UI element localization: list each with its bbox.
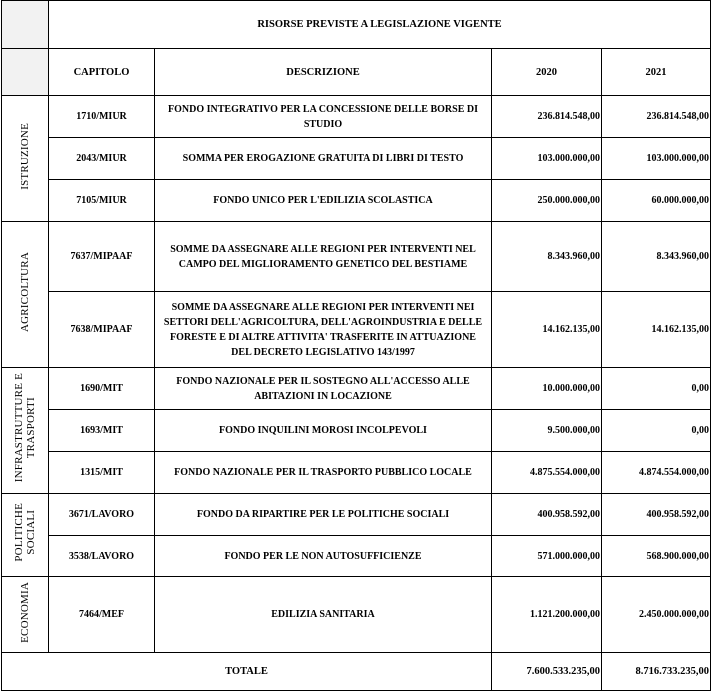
table-row	[2, 138, 711, 180]
value-2021-cell: 568.900.000,00	[602, 536, 711, 577]
descrizione-cell: FONDO DA RIPARTIRE PER LE POLITICHE SOCIALI	[155, 494, 492, 536]
table-row	[2, 452, 711, 494]
value-2020-cell: 250.000.000,00	[492, 180, 602, 222]
col-header-2021: 2021	[602, 49, 711, 96]
capitolo-cell: 7638/MIPAAF	[49, 292, 155, 368]
table-row	[2, 577, 711, 653]
capitolo-cell: 1315/MIT	[49, 452, 155, 494]
capitolo-cell: 1693/MIT	[49, 410, 155, 452]
value-2020-cell: 10.000.000,00	[492, 368, 602, 410]
col-header-descrizione: DESCRIZIONE	[155, 49, 492, 96]
sector-label-infrastrutture: INFRASTRUTTURE E TRASPORTI	[2, 368, 49, 494]
resources-table	[1, 0, 711, 691]
descrizione-cell: FONDO NAZIONALE PER IL TRASPORTO PUBBLICO LOCALE	[155, 452, 492, 494]
descrizione-cell: FONDO NAZIONALE PER IL SOSTEGNO ALL'ACCESSO ALLE ABITAZIONI IN LOCAZIONE	[155, 368, 492, 410]
value-2020-cell: 103.000.000,00	[492, 138, 602, 180]
descrizione-cell: SOMME DA ASSEGNARE ALLE REGIONI PER INTERVENTI NEI SETTORI DELL'AGRICOLTURA, DELL'AGROINDUSTRIA E DELLE FORESTE E DI ALTRE ATTIVITA' TRASFERITE IN ATTUAZIONE DEL DECRETO LEGISLATIVO 143/1997	[155, 292, 492, 368]
table-row	[2, 368, 711, 410]
col-header-capitolo: CAPITOLO	[49, 49, 155, 96]
value-2021-cell: 2.450.000.000,00	[602, 577, 711, 653]
value-2021-cell: 103.000.000,00	[602, 138, 711, 180]
total-2021: 8.716.733.235,00	[602, 653, 711, 691]
table-row	[2, 536, 711, 577]
sector-label-istruzione: ISTRUZIONE	[2, 96, 49, 222]
value-2021-cell: 8.343.960,00	[602, 222, 711, 292]
value-2020-cell: 4.875.554.000,00	[492, 452, 602, 494]
corner-cell-2	[2, 49, 49, 96]
capitolo-cell: 7105/MIUR	[49, 180, 155, 222]
descrizione-cell: SOMME DA ASSEGNARE ALLE REGIONI PER INTERVENTI NEL CAMPO DEL MIGLIORAMENTO GENETICO DEL BESTIAME	[155, 222, 492, 292]
value-2020-cell: 8.343.960,00	[492, 222, 602, 292]
table-row	[2, 292, 711, 368]
capitolo-cell: 3671/LAVORO	[49, 494, 155, 536]
capitolo-cell: 7637/MIPAAF	[49, 222, 155, 292]
value-2021-cell: 400.958.592,00	[602, 494, 711, 536]
descrizione-cell: FONDO PER LE NON AUTOSUFFICIENZE	[155, 536, 492, 577]
sector-label-politiche-sociali: POLITICHE SOCIALI	[2, 494, 49, 577]
table-row	[2, 96, 711, 138]
table-title: RISORSE PREVISTE A LEGISLAZIONE VIGENTE	[49, 1, 711, 49]
capitolo-cell: 2043/MIUR	[49, 138, 155, 180]
value-2021-cell: 236.814.548,00	[602, 96, 711, 138]
table-row	[2, 222, 711, 292]
descrizione-cell: FONDO INTEGRATIVO PER LA CONCESSIONE DELLE BORSE DI STUDIO	[155, 96, 492, 138]
capitolo-cell: 1710/MIUR	[49, 96, 155, 138]
value-2020-cell: 236.814.548,00	[492, 96, 602, 138]
capitolo-cell: 7464/MEF	[49, 577, 155, 653]
descrizione-cell: SOMMA PER EROGAZIONE GRATUITA DI LIBRI DI TESTO	[155, 138, 492, 180]
capitolo-cell: 1690/MIT	[49, 368, 155, 410]
total-row	[2, 653, 711, 691]
value-2021-cell: 0,00	[602, 368, 711, 410]
sector-label-economia: ECONOMIA	[2, 577, 49, 653]
value-2021-cell: 14.162.135,00	[602, 292, 711, 368]
descrizione-cell: FONDO UNICO PER L'EDILIZIA SCOLASTICA	[155, 180, 492, 222]
descrizione-cell: FONDO INQUILINI MOROSI INCOLPEVOLI	[155, 410, 492, 452]
table-row	[2, 180, 711, 222]
table-row	[2, 410, 711, 452]
total-2020: 7.600.533.235,00	[492, 653, 602, 691]
table-row	[2, 494, 711, 536]
total-label: TOTALE	[2, 653, 492, 691]
value-2020-cell: 400.958.592,00	[492, 494, 602, 536]
col-header-2020: 2020	[492, 49, 602, 96]
value-2021-cell: 4.874.554.000,00	[602, 452, 711, 494]
sector-label-agricoltura: AGRICOLTURA	[2, 222, 49, 368]
value-2021-cell: 60.000.000,00	[602, 180, 711, 222]
value-2020-cell: 9.500.000,00	[492, 410, 602, 452]
value-2020-cell: 14.162.135,00	[492, 292, 602, 368]
descrizione-cell: EDILIZIA SANITARIA	[155, 577, 492, 653]
value-2021-cell: 0,00	[602, 410, 711, 452]
corner-cell	[2, 1, 49, 49]
value-2020-cell: 1.121.200.000,00	[492, 577, 602, 653]
value-2020-cell: 571.000.000,00	[492, 536, 602, 577]
capitolo-cell: 3538/LAVORO	[49, 536, 155, 577]
